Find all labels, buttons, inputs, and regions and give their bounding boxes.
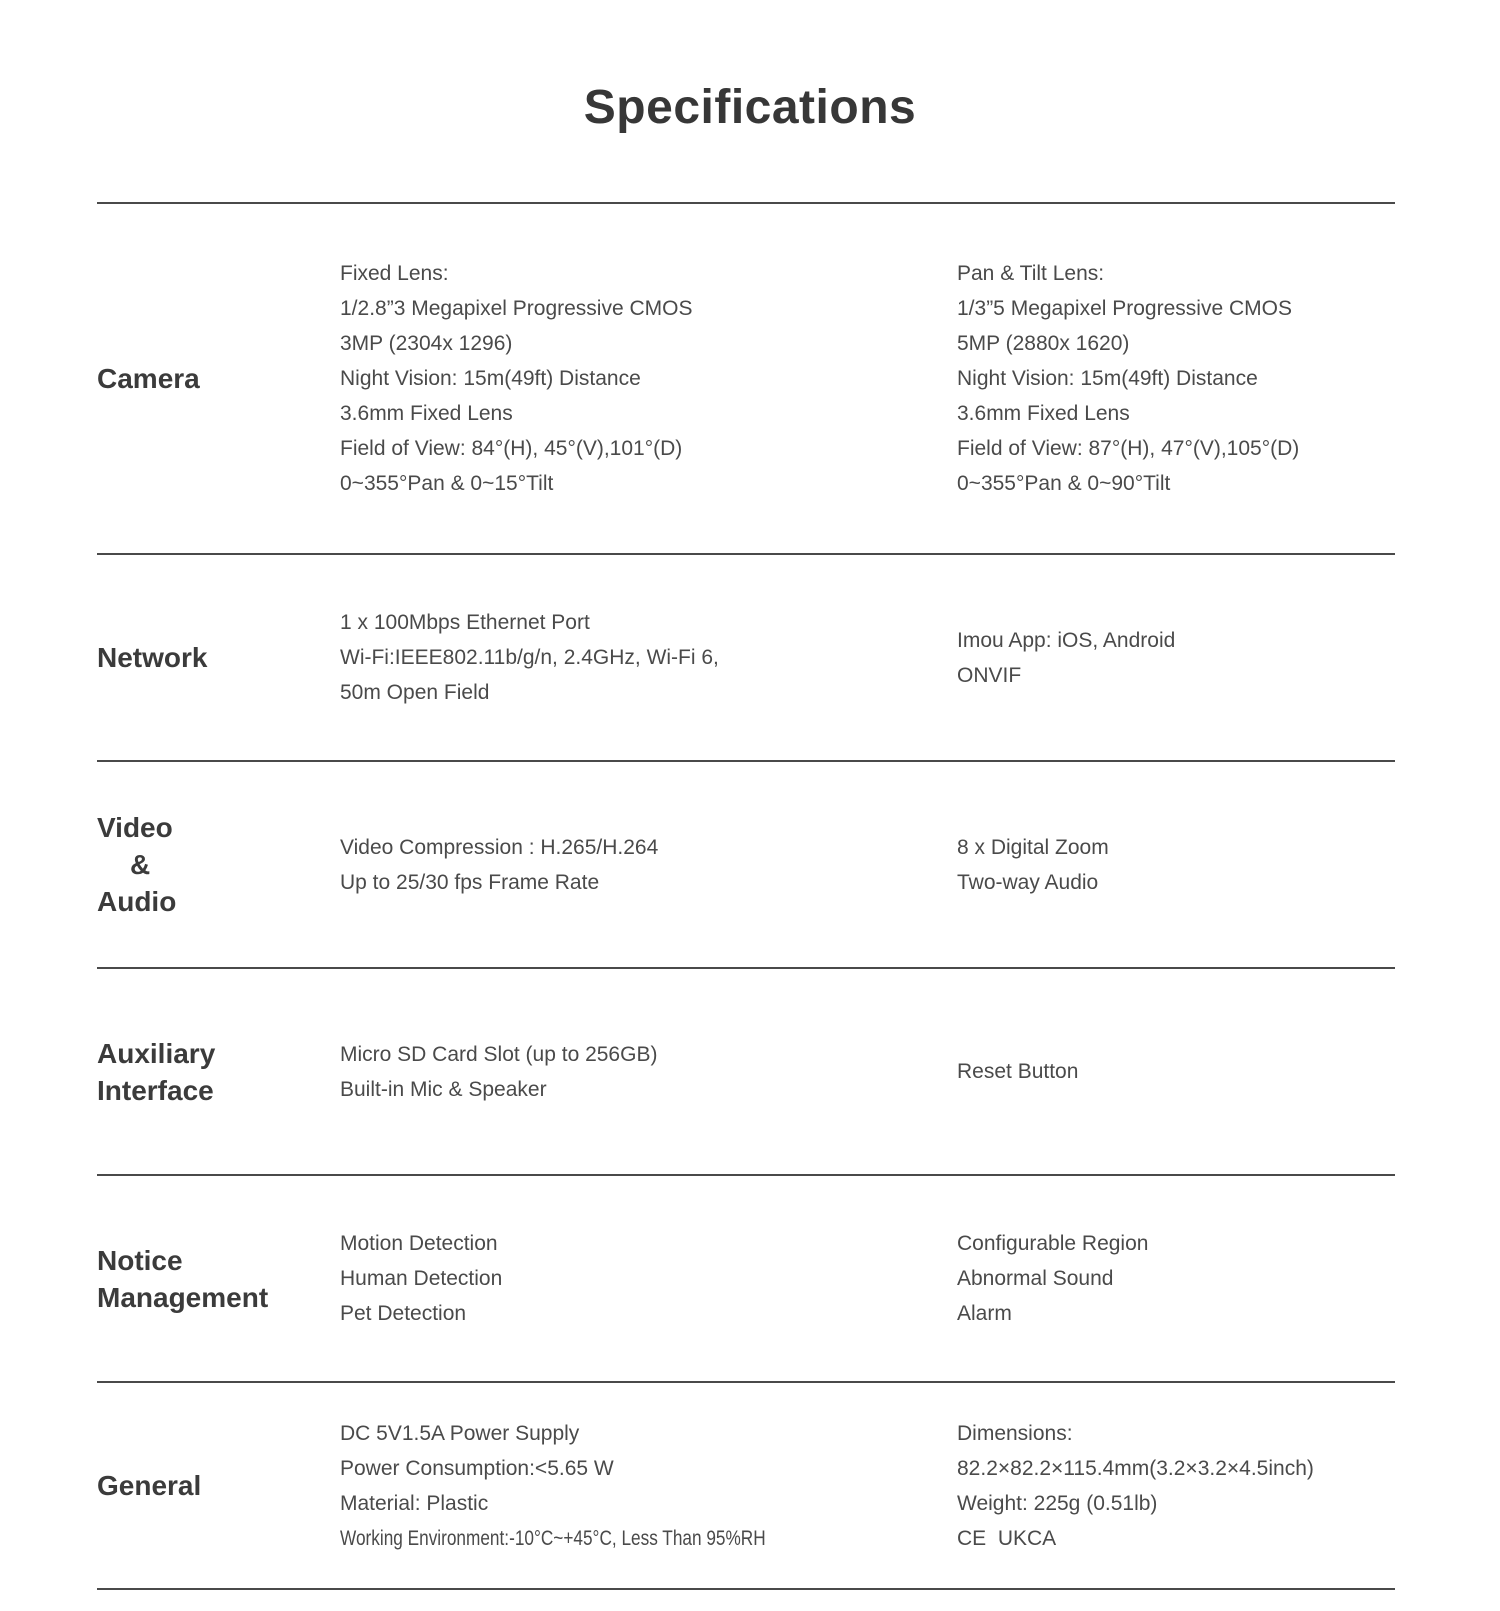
section-label-network <box>97 639 340 676</box>
spec-line: 1/3”5 Megapixel Progressive CMOS <box>957 297 1292 320</box>
spec-line: Night Vision: 15m(49ft) Distance <box>340 367 641 390</box>
section-label-general <box>97 1467 340 1504</box>
spec-col1 <box>340 830 957 900</box>
spec-line: 1/2.8”3 Megapixel Progressive CMOS <box>340 297 693 320</box>
spec-section-general <box>97 1383 1395 1588</box>
section-label-camera <box>97 360 340 397</box>
section-label-line: Interface <box>97 1074 214 1106</box>
section-label-line: Video <box>97 812 173 843</box>
spec-line: 8 x Digital Zoom <box>957 835 1109 859</box>
section-label-line: Management <box>97 1281 269 1313</box>
spec-table <box>97 202 1395 1590</box>
spec-line: 0~355°Pan & 0~90°Tilt <box>957 472 1171 495</box>
spec-line: Field of View: 84°(H), 45°(V),101°(D) <box>340 437 683 460</box>
spec-line: Video Compression : H.265/H.264 <box>340 835 659 859</box>
spec-col2 <box>957 830 1395 900</box>
spec-col1 <box>340 1416 957 1556</box>
section-label-auxiliary-interface <box>97 1035 340 1109</box>
spec-line: Reset Button <box>957 1060 1079 1083</box>
page-title: Specifications <box>583 81 917 134</box>
spec-line: Fixed Lens: <box>340 262 449 285</box>
spec-col1 <box>340 1037 957 1107</box>
spec-col2 <box>957 1226 1395 1331</box>
spec-line: Built-in Mic & Speaker <box>340 1077 547 1101</box>
section-label-line: Auxiliary <box>97 1037 216 1069</box>
spec-col1 <box>340 605 957 710</box>
spec-line: Pet Detection <box>340 1302 467 1325</box>
spec-col2 <box>957 256 1395 501</box>
spec-line: Wi-Fi:IEEE802.11b/g/n, 2.4GHz, Wi-Fi 6, <box>340 646 719 669</box>
section-label-line: & <box>130 849 151 880</box>
spec-line: Micro SD Card Slot (up to 256GB) <box>340 1042 658 1066</box>
spec-line: Abnormal Sound <box>957 1267 1114 1290</box>
spec-line: Configurable Region <box>957 1232 1149 1255</box>
section-label-line: Camera <box>97 363 200 394</box>
section-label-notice-management <box>97 1242 340 1316</box>
spec-line: Dimensions: <box>957 1421 1073 1445</box>
spec-line: DC 5V1.5A Power Supply <box>340 1421 580 1445</box>
spec-line: Night Vision: 15m(49ft) Distance <box>957 367 1258 390</box>
spec-line: Up to 25/30 fps Frame Rate <box>340 870 600 894</box>
section-label-line: Network <box>97 642 208 673</box>
spec-col2 <box>957 623 1395 693</box>
spec-line: 3MP (2304x 1296) <box>340 332 513 355</box>
spec-section-video-audio <box>97 762 1395 967</box>
spec-line: Alarm <box>957 1302 1012 1325</box>
spec-line: CE UKCA <box>957 1526 1057 1550</box>
spec-line: Material: Plastic <box>340 1491 489 1515</box>
spec-line: Working Environment:-10°C~+45°C, Less Than 95%RH <box>340 1526 766 1550</box>
spec-line: 0~355°Pan & 0~15°Tilt <box>340 472 554 495</box>
spec-line: Human Detection <box>340 1267 503 1290</box>
spec-line: Pan & Tilt Lens: <box>957 262 1105 285</box>
spec-section-notice-management <box>97 1176 1395 1381</box>
spec-line: 50m Open Field <box>340 681 490 704</box>
spec-col2 <box>957 1416 1395 1556</box>
section-divider <box>97 1588 1395 1590</box>
spec-col1 <box>340 256 957 501</box>
spec-line: 3.6mm Fixed Lens <box>957 402 1130 425</box>
spec-line: 1 x 100Mbps Ethernet Port <box>340 611 590 634</box>
spec-line: 3.6mm Fixed Lens <box>340 402 513 425</box>
spec-line: 82.2×82.2×115.4mm(3.2×3.2×4.5inch) <box>957 1456 1314 1480</box>
spec-col2 <box>957 1054 1395 1089</box>
spec-line: Two-way Audio <box>957 870 1099 894</box>
spec-line: 5MP (2880x 1620) <box>957 332 1130 355</box>
spec-line: Field of View: 87°(H), 47°(V),105°(D) <box>957 437 1300 460</box>
spec-section-network <box>97 555 1395 760</box>
spec-line: Power Consumption:<5.65 W <box>340 1456 614 1480</box>
section-label-video-audio <box>97 809 340 920</box>
spec-section-camera <box>97 204 1395 553</box>
spec-line: Imou App: iOS, Android <box>957 628 1176 652</box>
section-label-line: General <box>97 1470 202 1501</box>
spec-line: ONVIF <box>957 663 1022 687</box>
spec-line: Motion Detection <box>340 1232 498 1255</box>
spec-col1 <box>340 1226 957 1331</box>
section-label-line: Audio <box>97 886 177 917</box>
spec-section-auxiliary-interface <box>97 969 1395 1174</box>
section-label-line: Notice <box>97 1244 183 1276</box>
spec-line: Weight: 225g (0.51lb) <box>957 1491 1158 1515</box>
